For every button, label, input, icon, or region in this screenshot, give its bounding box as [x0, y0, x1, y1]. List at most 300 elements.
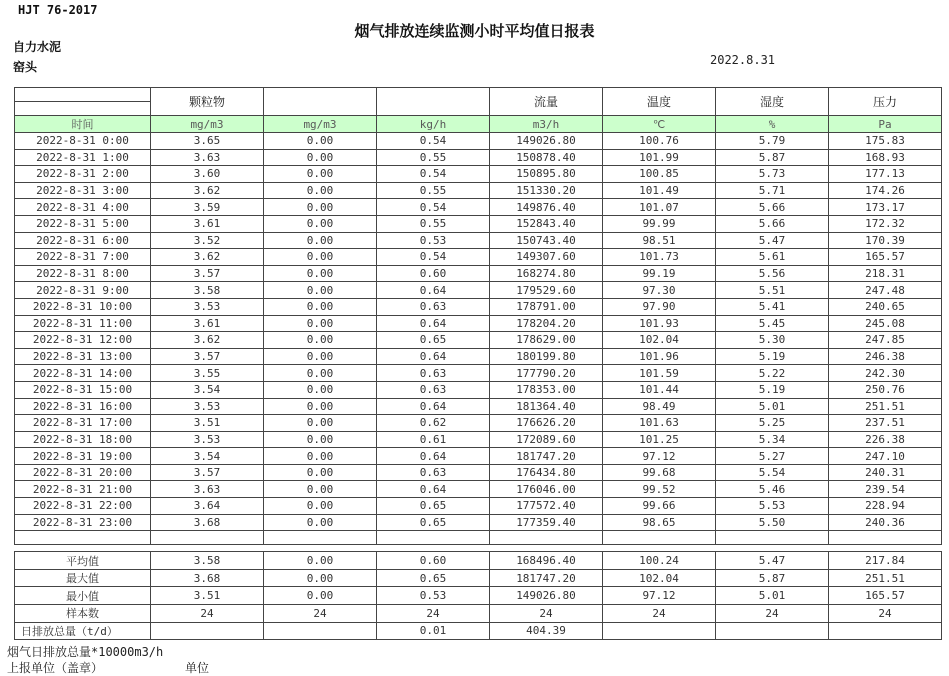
value-cell: 5.66	[716, 215, 829, 232]
summary-label-cell: 样本数	[15, 605, 151, 623]
value-cell: 179529.60	[490, 282, 603, 299]
time-cell: 2022-8-31 6:00	[15, 232, 151, 249]
value-cell: 3.58	[151, 282, 264, 299]
blank-cell	[377, 531, 490, 545]
col-header-humidity: 湿度	[716, 88, 829, 116]
summary-value-cell: 217.84	[829, 552, 942, 570]
value-cell: 181747.20	[490, 448, 603, 465]
table-row	[15, 398, 942, 415]
value-cell: 3.53	[151, 298, 264, 315]
standard-code: HJT 76-2017	[18, 3, 98, 17]
value-cell: 5.45	[716, 315, 829, 332]
value-cell: 101.99	[603, 149, 716, 166]
value-cell: 5.53	[716, 498, 829, 515]
value-cell: 5.19	[716, 381, 829, 398]
blank-cell	[15, 531, 151, 545]
group-header-row-top	[15, 88, 942, 102]
table-row	[15, 514, 942, 531]
summary-value-cell	[151, 622, 264, 640]
summary-value-cell: 0.60	[377, 552, 490, 570]
value-cell: 247.10	[829, 448, 942, 465]
time-cell: 2022-8-31 16:00	[15, 398, 151, 415]
value-cell: 245.08	[829, 315, 942, 332]
time-cell: 2022-8-31 15:00	[15, 381, 151, 398]
value-cell: 151330.20	[490, 182, 603, 199]
blank-cell	[490, 531, 603, 545]
value-cell: 251.51	[829, 398, 942, 415]
summary-value-cell: 168496.40	[490, 552, 603, 570]
value-cell: 101.73	[603, 249, 716, 266]
value-cell: 3.62	[151, 249, 264, 266]
time-cell: 2022-8-31 8:00	[15, 265, 151, 282]
time-cell: 2022-8-31 23:00	[15, 514, 151, 531]
report-table-wrap	[14, 87, 941, 640]
time-cell: 2022-8-31 20:00	[15, 464, 151, 481]
time-cell: 2022-8-31 18:00	[15, 431, 151, 448]
summary-value-cell: 5.47	[716, 552, 829, 570]
value-cell: 0.63	[377, 298, 490, 315]
value-cell: 3.61	[151, 315, 264, 332]
value-cell: 239.54	[829, 481, 942, 498]
time-cell: 2022-8-31 13:00	[15, 348, 151, 365]
value-cell: 0.00	[264, 149, 377, 166]
table-row	[15, 448, 942, 465]
value-cell: 0.55	[377, 182, 490, 199]
summary-label-cell: 日排放总量（t/d）	[15, 622, 151, 640]
unit-pa: Pa	[829, 116, 942, 133]
value-cell: 178353.00	[490, 381, 603, 398]
summary-value-cell: 24	[151, 605, 264, 623]
value-cell: 5.87	[716, 149, 829, 166]
value-cell: 101.49	[603, 182, 716, 199]
table-row	[15, 265, 942, 282]
value-cell: 101.96	[603, 348, 716, 365]
summary-label-cell: 最小值	[15, 587, 151, 605]
value-cell: 5.27	[716, 448, 829, 465]
table-row	[15, 149, 942, 166]
summary-label-cell: 最大值	[15, 569, 151, 587]
value-cell: 173.17	[829, 199, 942, 216]
value-cell: 101.07	[603, 199, 716, 216]
time-cell: 2022-8-31 5:00	[15, 215, 151, 232]
value-cell: 5.56	[716, 265, 829, 282]
value-cell: 0.62	[377, 415, 490, 432]
time-cell: 2022-8-31 7:00	[15, 249, 151, 266]
summary-value-cell: 5.87	[716, 569, 829, 587]
value-cell: 3.54	[151, 381, 264, 398]
value-cell: 172089.60	[490, 431, 603, 448]
value-cell: 99.66	[603, 498, 716, 515]
unit-celsius: ℃	[603, 116, 716, 133]
value-cell: 3.60	[151, 166, 264, 183]
value-cell: 0.00	[264, 215, 377, 232]
value-cell: 0.64	[377, 315, 490, 332]
value-cell: 168.93	[829, 149, 942, 166]
value-cell: 0.64	[377, 348, 490, 365]
value-cell: 3.55	[151, 365, 264, 382]
value-cell: 0.00	[264, 232, 377, 249]
time-cell: 2022-8-31 10:00	[15, 298, 151, 315]
summary-table	[14, 551, 942, 640]
summary-value-cell: 24	[264, 605, 377, 623]
value-cell: 149876.40	[490, 199, 603, 216]
value-cell: 226.38	[829, 431, 942, 448]
summary-label-cell: 平均值	[15, 552, 151, 570]
summary-value-cell: 0.00	[264, 569, 377, 587]
value-cell: 237.51	[829, 415, 942, 432]
summary-rows	[15, 552, 942, 640]
value-cell: 101.59	[603, 365, 716, 382]
table-row	[15, 348, 942, 365]
summary-value-cell: 100.24	[603, 552, 716, 570]
table-row	[15, 215, 942, 232]
value-cell: 97.90	[603, 298, 716, 315]
value-cell: 97.12	[603, 448, 716, 465]
summary-value-cell: 0.00	[264, 552, 377, 570]
value-cell: 100.76	[603, 133, 716, 150]
summary-value-cell: 3.58	[151, 552, 264, 570]
value-cell: 3.63	[151, 481, 264, 498]
summary-row	[15, 569, 942, 587]
value-cell: 178204.20	[490, 315, 603, 332]
value-cell: 180199.80	[490, 348, 603, 365]
value-cell: 0.65	[377, 498, 490, 515]
summary-value-cell	[716, 622, 829, 640]
table-row	[15, 232, 942, 249]
value-cell: 5.01	[716, 398, 829, 415]
value-cell: 0.00	[264, 464, 377, 481]
value-cell: 0.63	[377, 365, 490, 382]
table-row	[15, 431, 942, 448]
summary-value-cell	[264, 622, 377, 640]
value-cell: 250.76	[829, 381, 942, 398]
value-cell: 149307.60	[490, 249, 603, 266]
time-cell: 2022-8-31 2:00	[15, 166, 151, 183]
value-cell: 240.65	[829, 298, 942, 315]
value-cell: 98.49	[603, 398, 716, 415]
value-cell: 0.00	[264, 249, 377, 266]
summary-value-cell: 24	[829, 605, 942, 623]
summary-value-cell: 97.12	[603, 587, 716, 605]
col-header-blank-1	[264, 88, 377, 116]
value-cell: 172.32	[829, 215, 942, 232]
footer-report-unit-label: 上报单位（盖章）	[7, 661, 104, 675]
table-row	[15, 315, 942, 332]
unit-percent: %	[716, 116, 829, 133]
time-cell: 2022-8-31 14:00	[15, 365, 151, 382]
value-cell: 102.04	[603, 332, 716, 349]
main-table	[14, 87, 942, 545]
summary-value-cell: 3.68	[151, 569, 264, 587]
time-cell: 2022-8-31 21:00	[15, 481, 151, 498]
value-cell: 100.85	[603, 166, 716, 183]
value-cell: 5.19	[716, 348, 829, 365]
value-cell: 218.31	[829, 265, 942, 282]
col-header-flow: 流量	[490, 88, 603, 116]
value-cell: 0.60	[377, 265, 490, 282]
value-cell: 152843.40	[490, 215, 603, 232]
value-cell: 0.00	[264, 398, 377, 415]
col-header-particulate: 颗粒物	[151, 88, 264, 116]
value-cell: 0.00	[264, 332, 377, 349]
value-cell: 0.63	[377, 464, 490, 481]
value-cell: 3.53	[151, 398, 264, 415]
value-cell: 0.00	[264, 282, 377, 299]
summary-row	[15, 587, 942, 605]
footer-unit-label: 单位	[185, 661, 210, 675]
value-cell: 0.00	[264, 365, 377, 382]
value-cell: 0.64	[377, 398, 490, 415]
summary-value-cell: 404.39	[490, 622, 603, 640]
value-cell: 176046.00	[490, 481, 603, 498]
summary-value-cell: 102.04	[603, 569, 716, 587]
summary-row	[15, 622, 942, 640]
table-row	[15, 415, 942, 432]
blank-cell	[716, 531, 829, 545]
value-cell: 0.00	[264, 133, 377, 150]
value-cell: 178629.00	[490, 332, 603, 349]
value-cell: 0.00	[264, 199, 377, 216]
value-cell: 5.41	[716, 298, 829, 315]
summary-value-cell: 181747.20	[490, 569, 603, 587]
unit-m3-h: m3/h	[490, 116, 603, 133]
value-cell: 3.57	[151, 348, 264, 365]
time-cell: 2022-8-31 9:00	[15, 282, 151, 299]
table-row	[15, 199, 942, 216]
value-cell: 177.13	[829, 166, 942, 183]
value-cell: 0.00	[264, 298, 377, 315]
value-cell: 165.57	[829, 249, 942, 266]
value-cell: 240.36	[829, 514, 942, 531]
value-cell: 5.66	[716, 199, 829, 216]
table-row	[15, 282, 942, 299]
station-name: 窑头	[13, 60, 38, 74]
value-cell: 3.68	[151, 514, 264, 531]
blank-cell	[15, 102, 151, 116]
time-cell: 2022-8-31 0:00	[15, 133, 151, 150]
value-cell: 181364.40	[490, 398, 603, 415]
value-cell: 0.00	[264, 348, 377, 365]
value-cell: 0.54	[377, 133, 490, 150]
col-header-blank-2	[377, 88, 490, 116]
value-cell: 5.61	[716, 249, 829, 266]
value-cell: 168274.80	[490, 265, 603, 282]
summary-value-cell: 3.51	[151, 587, 264, 605]
value-cell: 178791.00	[490, 298, 603, 315]
value-cell: 247.48	[829, 282, 942, 299]
blank-cell	[151, 531, 264, 545]
time-cell: 2022-8-31 1:00	[15, 149, 151, 166]
value-cell: 0.00	[264, 498, 377, 515]
value-cell: 150878.40	[490, 149, 603, 166]
value-cell: 99.19	[603, 265, 716, 282]
value-cell: 3.57	[151, 265, 264, 282]
value-cell: 176626.20	[490, 415, 603, 432]
value-cell: 0.54	[377, 166, 490, 183]
value-cell: 3.61	[151, 215, 264, 232]
table-row	[15, 133, 942, 150]
table-row	[15, 481, 942, 498]
value-cell: 5.25	[716, 415, 829, 432]
unit-mg-m3-b: mg/m3	[264, 116, 377, 133]
blank-cell	[264, 531, 377, 545]
summary-row	[15, 552, 942, 570]
value-cell: 3.54	[151, 448, 264, 465]
value-cell: 240.31	[829, 464, 942, 481]
time-cell: 2022-8-31 12:00	[15, 332, 151, 349]
value-cell: 5.51	[716, 282, 829, 299]
unit-time: 时间	[15, 116, 151, 133]
table-row	[15, 498, 942, 515]
value-cell: 5.50	[716, 514, 829, 531]
table-row	[15, 298, 942, 315]
blank-cell	[829, 531, 942, 545]
value-cell: 3.51	[151, 415, 264, 432]
value-cell: 0.61	[377, 431, 490, 448]
value-cell: 5.54	[716, 464, 829, 481]
summary-value-cell: 5.01	[716, 587, 829, 605]
summary-value-cell: 0.53	[377, 587, 490, 605]
value-cell: 0.00	[264, 431, 377, 448]
value-cell: 170.39	[829, 232, 942, 249]
value-cell: 0.55	[377, 215, 490, 232]
table-row	[15, 365, 942, 382]
time-cell: 2022-8-31 22:00	[15, 498, 151, 515]
value-cell: 0.63	[377, 381, 490, 398]
value-cell: 149026.80	[490, 133, 603, 150]
summary-value-cell: 149026.80	[490, 587, 603, 605]
value-cell: 3.62	[151, 182, 264, 199]
value-cell: 3.59	[151, 199, 264, 216]
value-cell: 0.64	[377, 448, 490, 465]
col-header-pressure: 压力	[829, 88, 942, 116]
value-cell: 150895.80	[490, 166, 603, 183]
value-cell: 99.52	[603, 481, 716, 498]
value-cell: 0.64	[377, 481, 490, 498]
summary-value-cell: 0.00	[264, 587, 377, 605]
value-cell: 101.93	[603, 315, 716, 332]
value-cell: 0.00	[264, 415, 377, 432]
summary-value-cell: 24	[603, 605, 716, 623]
value-cell: 177572.40	[490, 498, 603, 515]
value-cell: 0.54	[377, 249, 490, 266]
value-cell: 0.00	[264, 315, 377, 332]
unit-kg-h: kg/h	[377, 116, 490, 133]
value-cell: 101.44	[603, 381, 716, 398]
report-date: 2022.8.31	[710, 53, 776, 67]
value-cell: 0.00	[264, 514, 377, 531]
company-name: 自力水泥	[13, 40, 62, 54]
value-cell: 247.85	[829, 332, 942, 349]
value-cell: 5.47	[716, 232, 829, 249]
value-cell: 3.63	[151, 149, 264, 166]
time-cell: 2022-8-31 19:00	[15, 448, 151, 465]
value-cell: 101.25	[603, 431, 716, 448]
table-row	[15, 182, 942, 199]
value-cell: 175.83	[829, 133, 942, 150]
value-cell: 0.00	[264, 182, 377, 199]
value-cell: 246.38	[829, 348, 942, 365]
unit-header-row	[15, 116, 942, 133]
table-row	[15, 381, 942, 398]
footer-total-note: 烟气日排放总量*10000m3/h	[7, 645, 164, 659]
table-row	[15, 332, 942, 349]
summary-value-cell: 24	[377, 605, 490, 623]
blank-cell	[603, 531, 716, 545]
value-cell: 5.71	[716, 182, 829, 199]
value-cell: 176434.80	[490, 464, 603, 481]
unit-mg-m3-a: mg/m3	[151, 116, 264, 133]
value-cell: 177790.20	[490, 365, 603, 382]
value-cell: 5.73	[716, 166, 829, 183]
value-cell: 98.51	[603, 232, 716, 249]
value-cell: 242.30	[829, 365, 942, 382]
value-cell: 3.65	[151, 133, 264, 150]
value-cell: 3.62	[151, 332, 264, 349]
value-cell: 3.52	[151, 232, 264, 249]
value-cell: 0.00	[264, 265, 377, 282]
value-cell: 3.57	[151, 464, 264, 481]
time-cell: 2022-8-31 3:00	[15, 182, 151, 199]
blank-cell	[15, 88, 151, 102]
summary-value-cell: 24	[490, 605, 603, 623]
time-cell: 2022-8-31 17:00	[15, 415, 151, 432]
value-cell: 5.22	[716, 365, 829, 382]
value-cell: 0.53	[377, 232, 490, 249]
value-cell: 0.65	[377, 514, 490, 531]
value-cell: 0.00	[264, 448, 377, 465]
summary-value-cell: 165.57	[829, 587, 942, 605]
summary-value-cell: 0.01	[377, 622, 490, 640]
summary-value-cell: 251.51	[829, 569, 942, 587]
value-cell: 101.63	[603, 415, 716, 432]
value-cell: 5.46	[716, 481, 829, 498]
value-cell: 5.34	[716, 431, 829, 448]
value-cell: 3.64	[151, 498, 264, 515]
time-cell: 2022-8-31 4:00	[15, 199, 151, 216]
value-cell: 99.68	[603, 464, 716, 481]
value-cell: 228.94	[829, 498, 942, 515]
value-cell: 0.55	[377, 149, 490, 166]
summary-value-cell	[603, 622, 716, 640]
value-cell: 3.53	[151, 431, 264, 448]
value-cell: 0.64	[377, 282, 490, 299]
value-cell: 0.65	[377, 332, 490, 349]
value-cell: 0.54	[377, 199, 490, 216]
value-cell: 99.99	[603, 215, 716, 232]
value-cell: 177359.40	[490, 514, 603, 531]
value-cell: 0.00	[264, 481, 377, 498]
summary-value-cell	[829, 622, 942, 640]
summary-value-cell: 0.65	[377, 569, 490, 587]
value-cell: 0.00	[264, 166, 377, 183]
value-cell: 0.00	[264, 381, 377, 398]
value-cell: 5.79	[716, 133, 829, 150]
table-row	[15, 464, 942, 481]
value-cell: 5.30	[716, 332, 829, 349]
col-header-temperature: 温度	[603, 88, 716, 116]
empty-row	[15, 531, 942, 545]
summary-row	[15, 605, 942, 623]
table-row	[15, 166, 942, 183]
table-row	[15, 249, 942, 266]
value-cell: 174.26	[829, 182, 942, 199]
summary-value-cell: 24	[716, 605, 829, 623]
value-cell: 97.30	[603, 282, 716, 299]
time-cell: 2022-8-31 11:00	[15, 315, 151, 332]
value-cell: 150743.40	[490, 232, 603, 249]
page-title: 烟气排放连续监测小时平均值日报表	[354, 22, 595, 40]
